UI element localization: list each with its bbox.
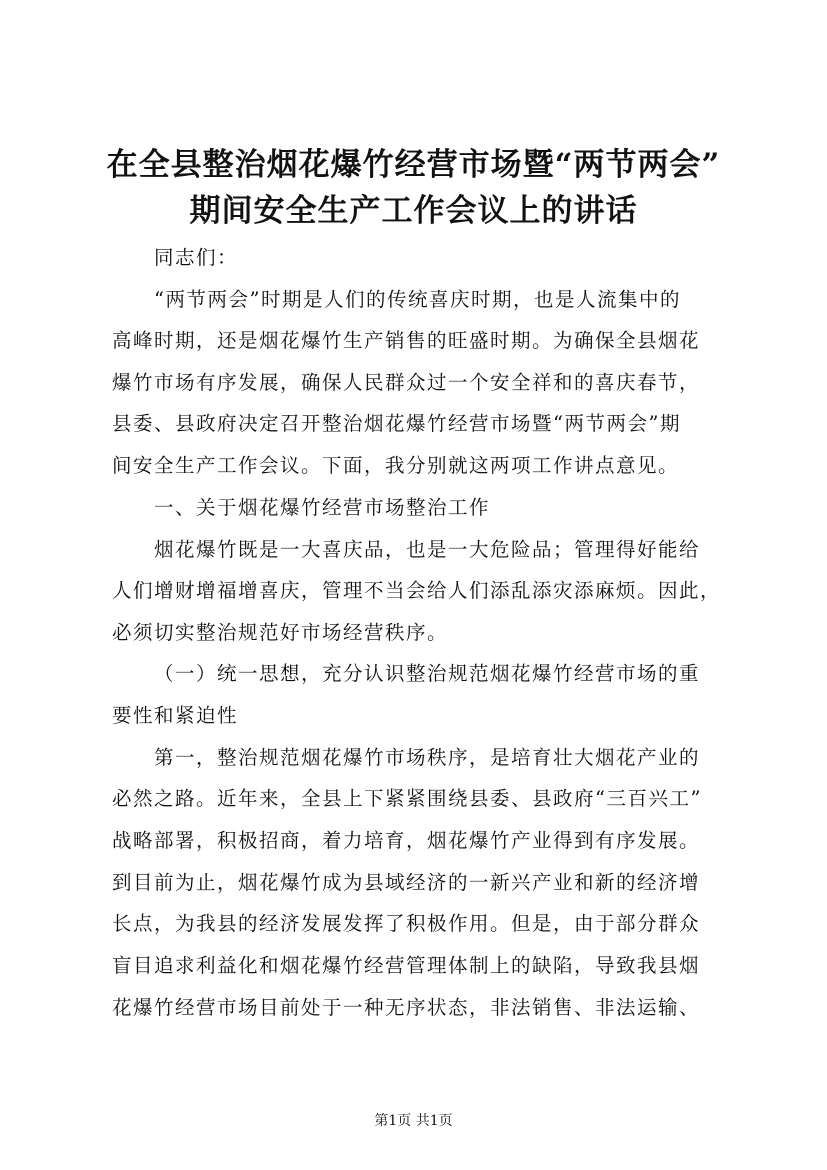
paragraph-line: 花爆竹经营市场目前处于一种无序状态，非法销售、非法运输、: [112, 996, 701, 1019]
paragraph-line: 长点，为我县的经济发展发挥了积极作用。但是，由于部分群众: [112, 912, 701, 935]
subsection-heading: （一）统一思想，充分认识整治规范烟花爆竹经营市场的重: [154, 662, 701, 685]
paragraph-line: 第一，整治规范烟花爆竹市场秩序，是培育壮大烟花产业的: [154, 746, 701, 769]
paragraph-line: 必然之路。近年来，全县上下紧紧围绕县委、县政府“三百兴工”: [112, 787, 702, 810]
document-title-line-1: 在全县整治烟花爆竹经营市场暨“两节两会”: [106, 147, 721, 183]
paragraph-line: 高峰时期，还是烟花爆竹生产销售的旺盛时期。为确保全县烟花: [112, 329, 701, 352]
page-number-footer: 第1页 共1页: [374, 1113, 453, 1129]
paragraph-line: 间安全生产工作会议。下面，我分别就这两项工作讲点意见。: [112, 454, 680, 477]
paragraph-line: 盲目追求利益化和烟花爆竹经营管理体制上的缺陷，导致我县烟: [112, 954, 701, 977]
paragraph-line: 必须切实整治规范好市场经营秩序。: [112, 621, 449, 644]
paragraph-line: “两节两会”时期是人们的传统喜庆时期，也是人流集中的: [154, 288, 681, 311]
paragraph-line: 县委、县政府决定召开整治烟花爆竹经营市场暨“两节两会”期: [112, 412, 681, 435]
paragraph-line: 烟花爆竹既是一大喜庆品，也是一大危险品；管理得好能给: [154, 538, 701, 561]
paragraph-line: 爆竹市场有序发展，确保人民群众过一个安全祥和的喜庆春节，: [112, 371, 701, 394]
paragraph-line: 人们增财增福增喜庆，管理不当会给人们添乱添灾添麻烦。因此，: [112, 579, 722, 602]
paragraph-line: 战略部署，积极招商，着力培育，烟花爆竹产业得到有序发展。: [112, 829, 701, 852]
document-title-line-2: 期间安全生产工作会议上的讲话: [189, 193, 638, 229]
subsection-heading-cont: 要性和紧迫性: [112, 704, 239, 727]
section-heading: 一、关于烟花爆竹经营市场整治工作: [154, 496, 491, 519]
paragraph-line: 到目前为止，烟花爆竹成为县域经济的一新兴产业和新的经济增: [112, 871, 701, 894]
salutation: 同志们：: [154, 246, 239, 269]
